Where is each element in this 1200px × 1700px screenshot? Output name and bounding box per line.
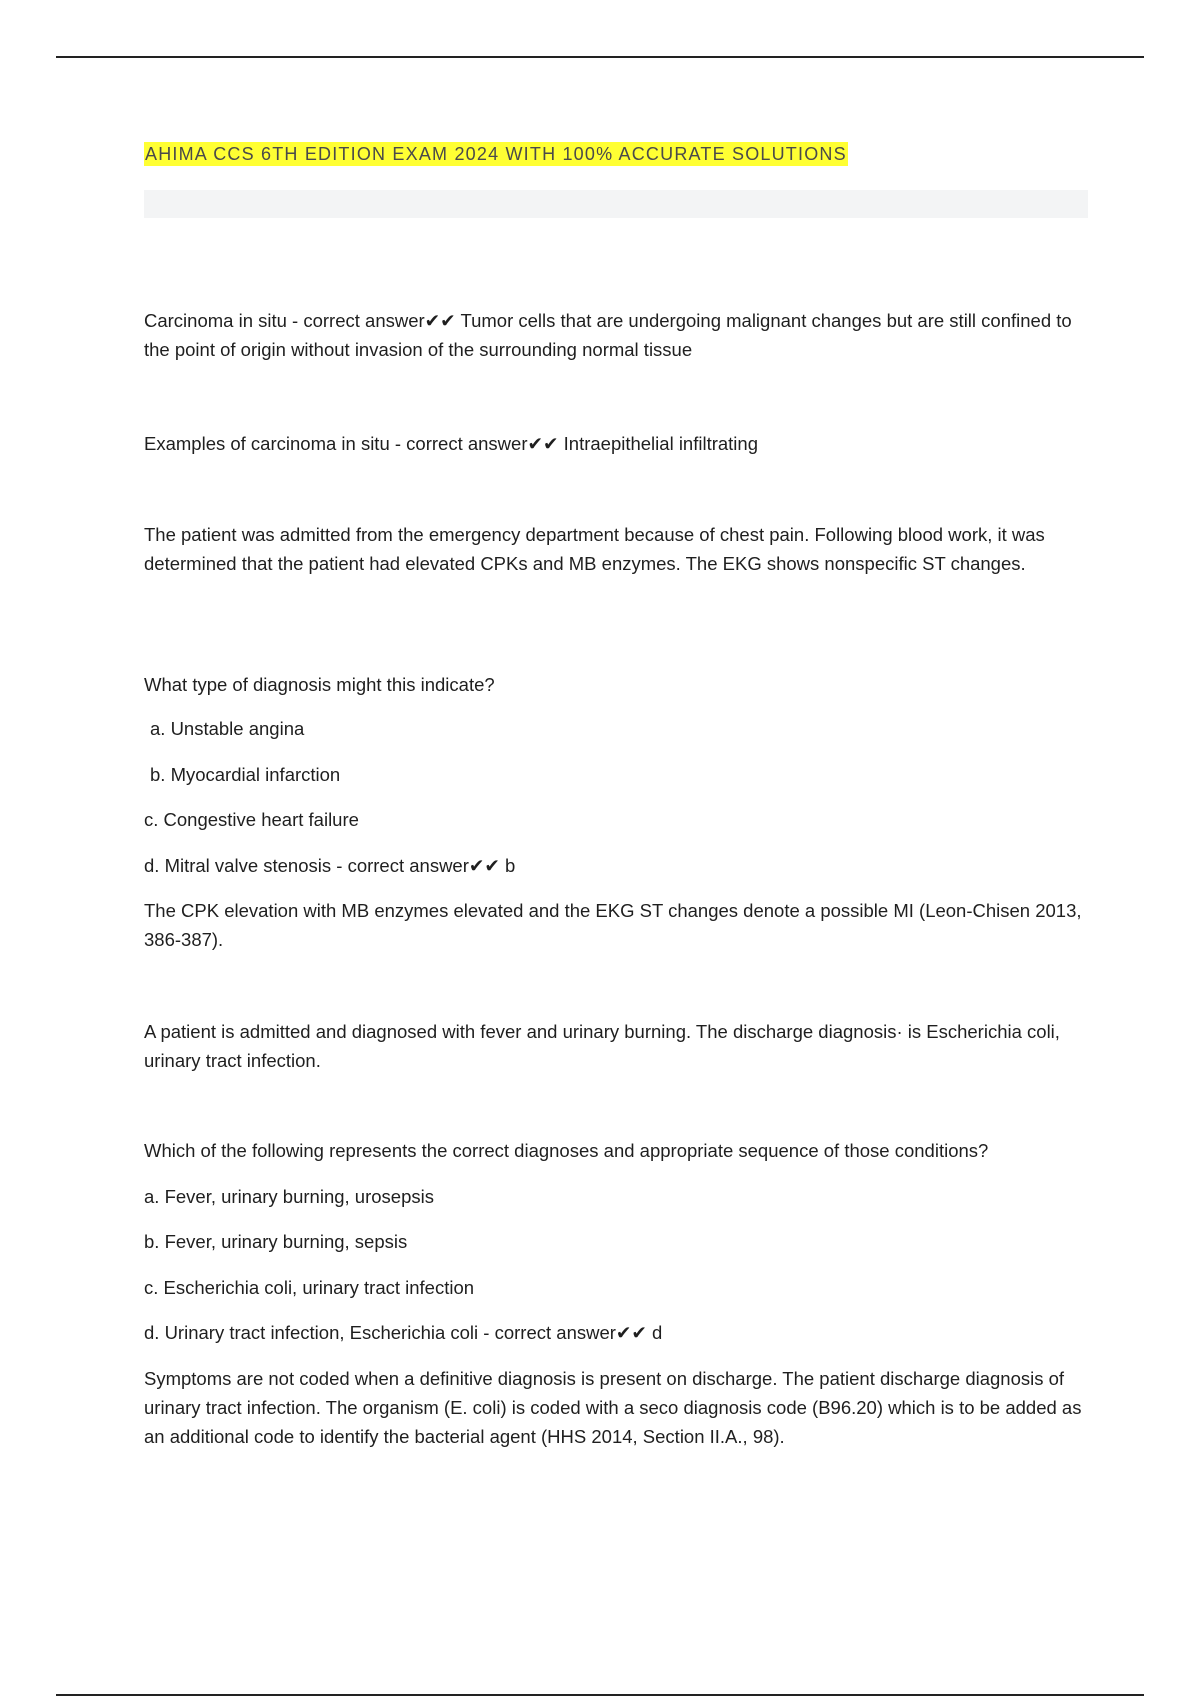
question-1-option-a: a. Unstable angina <box>150 718 305 739</box>
question-2-option-b: b. Fever, urinary burning, sepsis <box>144 1231 408 1252</box>
question-1-option-c: c. Congestive heart failure <box>144 809 359 830</box>
shaded-bar <box>144 190 1088 218</box>
top-rule <box>56 56 1144 58</box>
question-2: Which of the following represents the correct diagnoses and appropriate sequence of those conditions? <box>144 1140 989 1161</box>
bottom-rule <box>56 1694 1144 1696</box>
question-1: What type of diagnosis might this indicate? <box>144 674 495 695</box>
question-2-option-a: a. Fever, urinary burning, urosepsis <box>144 1186 434 1207</box>
paragraph-carcinoma-examples: Examples of carcinoma in situ - correct answer✔✔ Intraepithelial infiltrating <box>144 433 758 454</box>
title-block <box>144 144 848 165</box>
question-2-option-c: c. Escherichia coli, urinary tract infection <box>144 1277 475 1298</box>
document-title: AHIMA CCS 6TH EDITION EXAM 2024 WITH 100% ACCURATE SOLUTIONS <box>145 144 847 164</box>
question-2-rationale: Symptoms are not coded when a definitive diagnosis is present on discharge. The patient discharge diagnosis of urinary tract infection. The organism (E. coli) is coded with a seco diagnosis code (B96.20) which is to be added as an additional code to identify the bacterial agent (HHS 2014, Section II.A., 98). <box>144 1368 1082 1447</box>
question-2-option-d: d. Urinary tract infection, Escherichia coli - correct answer✔✔ d <box>144 1322 663 1343</box>
question-1-rationale: The CPK elevation with MB enzymes elevated and the EKG ST changes denote a possible MI (Leon-Chisen 2013, 386-387). <box>144 900 1082 950</box>
question-1-option-b: b. Myocardial infarction <box>150 764 341 785</box>
paragraph-chest-pain-case: The patient was admitted from the emergency department because of chest pain. Following blood work, it was determined that the patient had elevated CPKs and MB enzymes. The EKG shows nonspecific ST changes. <box>144 524 1045 574</box>
question-1-option-d: d. Mitral valve stenosis - correct answer✔✔ b <box>144 855 516 876</box>
paragraph-carcinoma-in-situ: Carcinoma in situ - correct answer✔✔ Tumor cells that are undergoing malignant changes but are still confined to the point of origin without invasion of the surrounding normal tissue <box>144 310 1072 360</box>
paragraph-uti-case: A patient is admitted and diagnosed with fever and urinary burning. The discharge diagnosis· is Escherichia coli, urinary tract infection. <box>144 1021 1060 1071</box>
